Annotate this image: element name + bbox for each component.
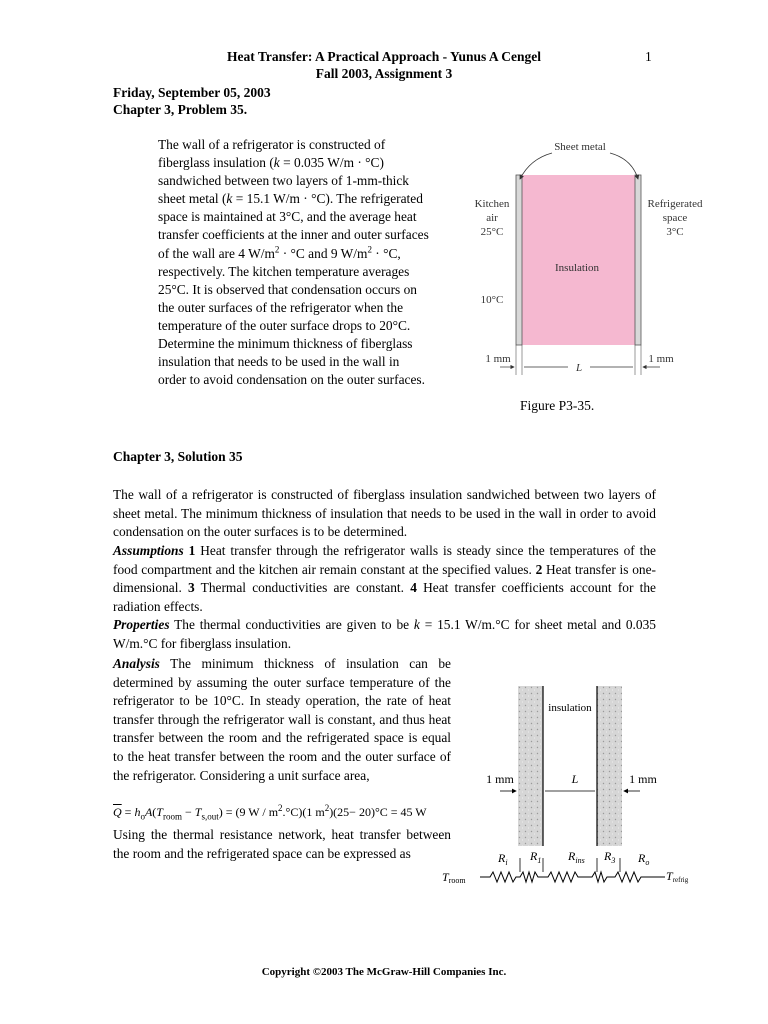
thermal-resistance-figure: [440, 680, 700, 895]
problem-line: temperature of the outer surface drops to 20°C.: [158, 317, 411, 333]
resistance-insulation-label: $R_{ins}$: [568, 849, 585, 865]
insulation-label: insulation: [548, 702, 592, 714]
header-title: Heat Transfer: A Practical Approach - Yunus A Cengel: [226, 49, 541, 64]
problem-line: space is maintained at 3°C, and the average heat: [158, 209, 417, 225]
refrigerated-temp-label: 3°C: [666, 226, 684, 238]
thickness-left-label: 1 mm: [485, 353, 511, 365]
problem-heading: Chapter 3, Problem 35.: [113, 102, 248, 117]
length-label: L: [575, 362, 583, 374]
problem-line: transfer coefficients at the inner and outer surfaces: [158, 227, 429, 243]
sheet-metal-right: [597, 686, 622, 846]
figure-caption: Figure P3-35.: [520, 398, 595, 413]
kitchen-label: Kitchen: [474, 198, 510, 210]
refrig-temp-label: Trefrig: [666, 869, 689, 884]
resistance-metal1-label: $R_1$: [530, 849, 542, 865]
surface-temp-label: 10°C: [480, 294, 504, 306]
insulation-layer: [522, 175, 635, 345]
sheet-metal-left: [518, 686, 543, 846]
refrigerated-space-label: space: [662, 212, 688, 224]
length-label: L: [571, 772, 579, 786]
assumptions-paragraph: Assumptions 1 Heat transfer through the refrigerator walls is steady since the temperatures of the food compartment and the kitchen air remain constant at the specified values. 2 Heat transfer is one-dimensional. 3 Thermal conductivities are constant. 4 Heat transfer coefficients account for the radiation effects.: [113, 543, 656, 614]
resistance-network: [480, 872, 665, 882]
problem-line: sheet metal (k = 15.1 W/m · °C). The refrigerated: [158, 191, 423, 207]
kitchen-air-label: air: [486, 212, 498, 224]
resistance-inner-label: $R_i$: [498, 851, 508, 867]
date-line: Friday, September 05, 2003: [113, 85, 271, 100]
problem-line: Determine the minimum thickness of fiberglass: [158, 336, 413, 352]
copyright: Copyright ©2003 The McGraw-Hill Companies Inc.: [261, 966, 507, 978]
problem-statement: [158, 136, 468, 389]
thickness-left-label: 1 mm: [486, 772, 514, 786]
problem-line: respectively. The kitchen temperature averages: [158, 263, 410, 279]
solution-heading: Chapter 3, Solution 35: [113, 449, 243, 464]
problem-line: the outer surfaces of the refrigerator when the: [158, 299, 404, 315]
kitchen-temp-label: 25°C: [480, 226, 504, 238]
header-subtitle: Fall 2003, Assignment 3: [315, 66, 453, 81]
refrigerator-wall-figure: [470, 135, 703, 390]
resistance-metal3-label: $R_3$: [604, 849, 616, 865]
intro-paragraph: The wall of a refrigerator is constructed of fiberglass insulation sandwiched between two layers of sheet metal. The minimum thickness of insulation that needs to be used in the wall in order to avoid condensation on the outer surfaces is to be determined.: [113, 487, 656, 540]
problem-line: The wall of a refrigerator is constructed of: [158, 137, 386, 152]
heat-rate-equation: $\overline{Q} = h_oA(T_{room} - T_{s,out}) = (9$ W / $m^2.^\circ C)(1$ $m^2)(25- 20)^\circ C = 45$ W: [113, 803, 427, 822]
problem-line: order to avoid condensation on the outer surfaces.: [158, 372, 425, 388]
thickness-right-label: 1 mm: [629, 772, 657, 786]
problem-line: insulation that needs to be used in the wall in: [158, 354, 400, 370]
problem-line: sandwiched between two layers of 1-mm-thick: [158, 173, 409, 189]
refrigerated-label: Refrigerated: [647, 198, 703, 210]
room-temp-label: Troom: [442, 870, 466, 885]
sheet-metal-right: [635, 175, 641, 345]
network-paragraph: Using the thermal resistance network, heat transfer between the room and the refrigerated space can be expressed as: [113, 827, 451, 861]
insulation-label: Insulation: [555, 262, 599, 274]
problem-line: fiberglass insulation (k = 0.035 W/m · °C): [158, 155, 384, 171]
sheet-metal-label: Sheet metal: [554, 141, 606, 153]
problem-line: 25°C. It is observed that condensation occurs on: [158, 281, 417, 297]
analysis-paragraph: Analysis The minimum thickness of insulation can be determined by assuming the outer surface temperature of the refrigerator to be 10°C. In steady operation, the rate of heat transfer through the refrigerator wall is constant, and thus heat transfer between the room and the refrigerated space is equal to the heat transfer between the room and the outer surface of the refrigerator. Considering a unit surface area,: [113, 656, 451, 783]
resistance-outer-label: $R_o$: [638, 851, 650, 867]
problem-line: of the wall are 4 $W/m^2 \cdot ^\circ C$ and 9 $W/m^2 \cdot ^\circ C$,: [158, 244, 401, 261]
properties-paragraph: Properties The thermal conductivities are given to be k = 15.1 W/m.°C for sheet metal and 0.035 W/m.°C for fiberglass insulation.: [113, 617, 656, 651]
thickness-right-label: 1 mm: [648, 353, 674, 365]
page-number: 1: [645, 49, 652, 64]
sheet-metal-left: [516, 175, 522, 345]
